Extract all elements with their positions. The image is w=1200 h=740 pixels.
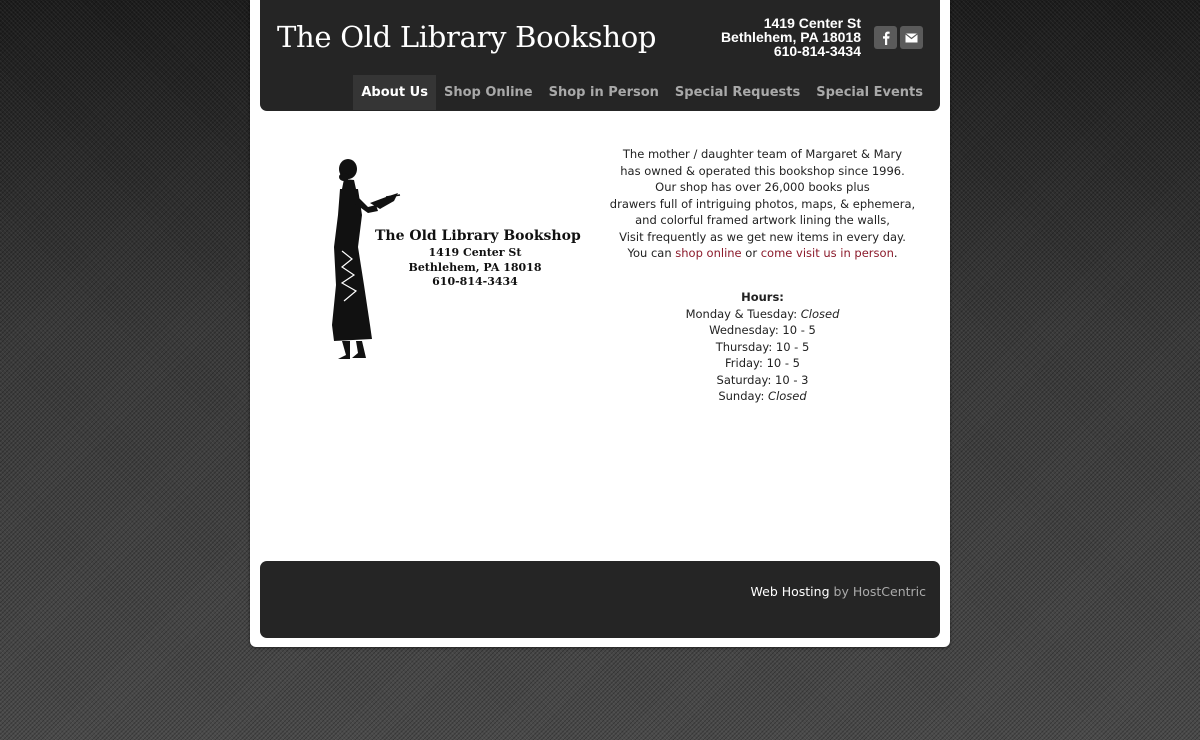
address-phone: 610-814-3434 (773, 43, 861, 59)
logo-phone: 610-814-3434 (432, 275, 518, 288)
intro-line: drawers full of intriguing photos, maps, & ephemera, (609, 196, 916, 211)
intro-text (605, 146, 920, 262)
intro-line: has owned & operated this bookshop since 1996. (620, 163, 905, 178)
hours-day: Monday & Tuesday: (685, 306, 801, 321)
logo-street: 1419 Center St (428, 246, 522, 259)
intro-line: The mother / daughter team of Margaret & Mary (622, 147, 903, 161)
social-links (874, 26, 923, 49)
hours-time: 10 - 5 (766, 356, 800, 370)
hours-day: Sunday: (718, 389, 769, 403)
hours-row (635, 322, 890, 339)
address-city: Bethlehem, PA 18018 (720, 29, 861, 45)
hours-title: Hours: (741, 290, 784, 304)
hours-row (635, 355, 890, 372)
logo-city: Bethlehem, PA 18018 (408, 260, 542, 274)
hours-time: Closed (800, 306, 840, 321)
store-hours (635, 289, 890, 405)
logo-text (375, 226, 581, 290)
email-button[interactable] (900, 26, 923, 49)
page-container (250, 0, 950, 647)
hours-time: 10 - 5 (782, 323, 816, 337)
main-nav (353, 75, 931, 110)
visit-line (605, 245, 920, 262)
web-hosting-link[interactable]: Web Hosting (750, 584, 830, 599)
hours-day: Saturday: (716, 372, 776, 387)
nav-special-requests[interactable]: Special Requests (674, 85, 801, 100)
facebook-icon (879, 31, 893, 45)
hours-row (635, 388, 890, 405)
hours-day: Thursday: (715, 339, 776, 354)
hours-row (635, 372, 890, 389)
site-footer (260, 561, 940, 638)
hours-row (635, 306, 890, 323)
visit-prefix: You can (627, 246, 676, 260)
nav-shop-in-person[interactable]: Shop in Person (548, 85, 659, 100)
intro-line: Visit frequently as we get new items in every day. (619, 229, 906, 244)
hostcentric-link[interactable]: HostCentric (852, 584, 926, 599)
facebook-button[interactable] (874, 26, 897, 49)
visit-suffix: . (893, 246, 898, 260)
header-address (721, 16, 861, 58)
logo-title: The Old Library Bookshop (375, 228, 581, 244)
address-street: 1419 Center St (763, 15, 861, 31)
intro-line: and colorful framed artwork lining the walls, (635, 213, 890, 227)
hours-day: Friday: (725, 356, 767, 370)
mail-icon (905, 33, 918, 43)
by-label: by (829, 584, 853, 599)
site-header (260, 0, 940, 111)
hosting-credit (751, 584, 927, 599)
nav-special-events[interactable]: Special Events (816, 85, 923, 100)
shop-online-link[interactable]: shop online (675, 246, 742, 260)
site-title[interactable]: The Old Library Bookshop (277, 20, 657, 54)
hours-time: 10 - 5 (775, 339, 810, 354)
intro-line: Our shop has over 26,000 books plus (655, 180, 870, 194)
visit-middle: or (741, 246, 761, 260)
nav-shop-online[interactable]: Shop Online (443, 85, 533, 100)
hours-time: 10 - 3 (775, 372, 809, 387)
hours-time: Closed (768, 389, 807, 403)
visit-in-person-link[interactable]: come visit us in person (760, 246, 894, 260)
hours-day: Wednesday: (709, 323, 783, 337)
bookshop-logo (328, 155, 581, 365)
hours-row (635, 339, 890, 356)
nav-about-us[interactable]: About Us (353, 75, 436, 110)
